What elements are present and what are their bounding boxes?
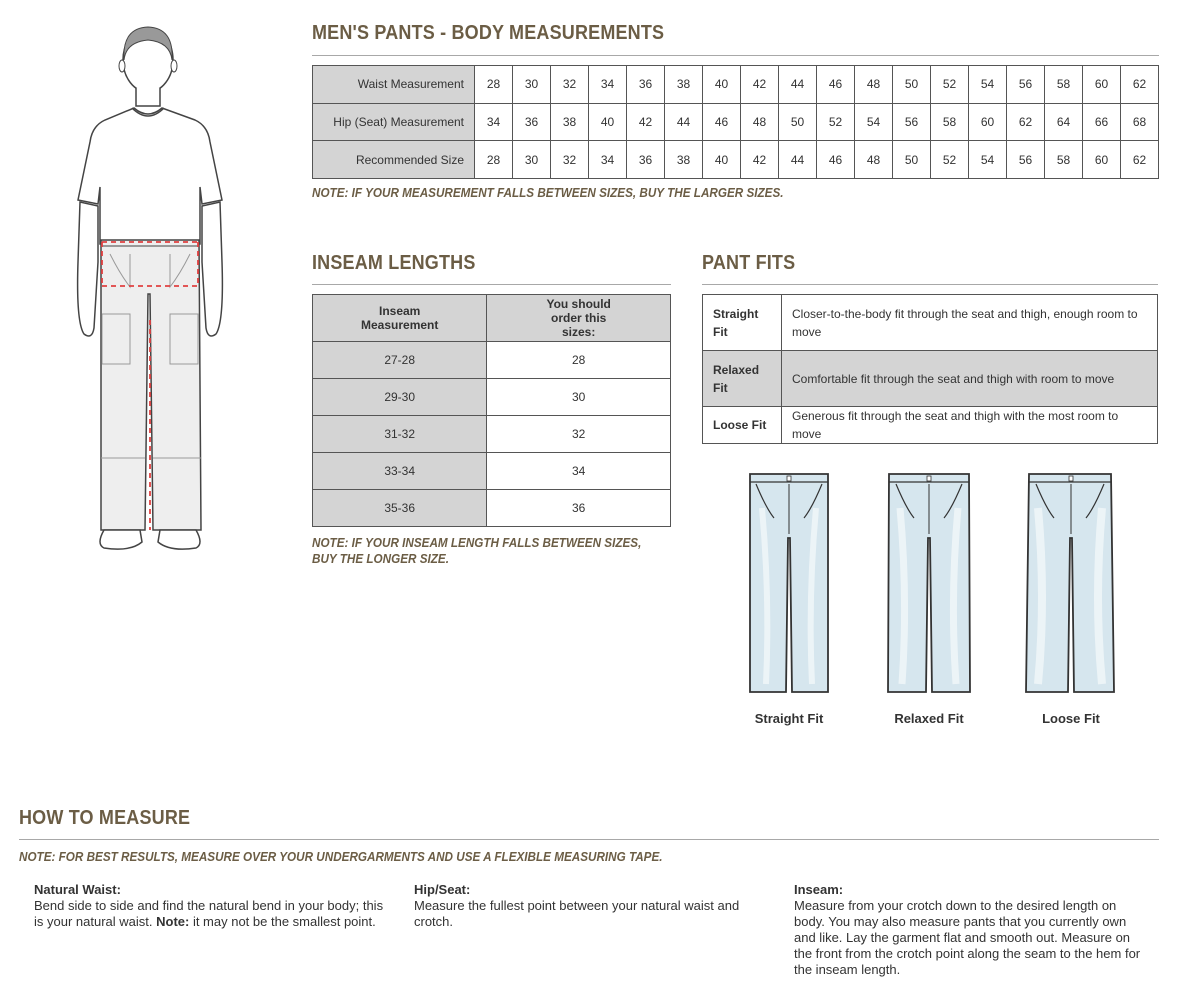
pant-fit-description: Generous fit through the seat and thigh with the most room to move [782, 407, 1158, 444]
body-table-cell: 48 [855, 141, 893, 179]
relaxed-fit-pants-icon [884, 468, 974, 698]
body-table-cell: 52 [931, 66, 969, 104]
body-table-row [313, 103, 1159, 141]
body-table-cell: 58 [931, 103, 969, 141]
body-measurements-note: NOTE: IF YOUR MEASUREMENT FALLS BETWEEN SIZES, BUY THE LARGER SIZES. [312, 185, 784, 200]
inseam-range-cell: 31-32 [313, 416, 487, 453]
natural-waist-instructions [34, 882, 384, 930]
body-table-cell: 52 [931, 141, 969, 179]
body-table-cell: 46 [817, 66, 855, 104]
inseam-text: Measure from your crotch down to the desired length on body. You may also measure pants that you currently own and like. Lay the garment flat and smooth out. Measure on the front from the crotch point along the seam to the hem for the inseam length. [794, 898, 1141, 977]
loose-fit-label: Loose Fit [1042, 711, 1100, 726]
pant-fit-description: Comfortable fit through the seat and thigh with room to move [782, 351, 1158, 407]
pant-fit-name: Relaxed Fit [703, 351, 782, 407]
hip-seat-title: Hip/Seat: [414, 882, 471, 897]
body-table-cell: 60 [1083, 66, 1121, 104]
body-table-cell: 40 [703, 141, 741, 179]
body-table-cell: 42 [627, 103, 665, 141]
how-to-measure-note: NOTE: FOR BEST RESULTS, MEASURE OVER YOUR UNDERGARMENTS AND USE A FLEXIBLE MEASURING TAPE. [19, 849, 663, 864]
body-table-cell: 32 [551, 66, 589, 104]
inseam-lengths-rule [312, 284, 671, 285]
body-table-cell: 50 [893, 66, 931, 104]
inseam-size-cell: 36 [487, 490, 671, 527]
body-table-cell: 60 [969, 103, 1007, 141]
inseam-instructions [794, 882, 1142, 978]
body-table-cell: 44 [779, 66, 817, 104]
body-table-cell: 38 [665, 141, 703, 179]
body-table-cell: 48 [855, 66, 893, 104]
body-table-cell: 46 [817, 141, 855, 179]
inseam-lengths-note: NOTE: IF YOUR INSEAM LENGTH FALLS BETWEEN SIZES, BUY THE LONGER SIZE. [312, 535, 642, 566]
body-table-cell: 46 [703, 103, 741, 141]
body-table-cell: 52 [817, 103, 855, 141]
natural-waist-text-after: it may not be the smallest point. [189, 914, 376, 929]
natural-waist-title: Natural Waist: [34, 882, 121, 897]
loose-fit-pants-icon [1024, 468, 1118, 698]
figure-pants [101, 240, 201, 530]
body-table-row-label: Hip (Seat) Measurement [313, 103, 475, 141]
body-table-cell: 56 [1007, 66, 1045, 104]
body-table-cell: 66 [1083, 103, 1121, 141]
body-table-cell: 36 [627, 66, 665, 104]
body-table-cell: 68 [1121, 103, 1159, 141]
inseam-range-cell: 35-36 [313, 490, 487, 527]
body-table-row-label: Recommended Size [313, 141, 475, 179]
body-table-cell: 42 [741, 66, 779, 104]
body-table-cell: 44 [779, 141, 817, 179]
body-table-cell: 42 [741, 141, 779, 179]
figure-shirt [78, 108, 222, 244]
how-to-measure-title: HOW TO MEASURE [19, 807, 191, 829]
body-table-cell: 56 [1007, 141, 1045, 179]
body-measurements-title: MEN'S PANTS - BODY MEASUREMENTS [312, 22, 665, 44]
inseam-header-measurement: Inseam Measurement [313, 295, 487, 342]
inseam-size-cell: 34 [487, 453, 671, 490]
inseam-range-cell: 29-30 [313, 379, 487, 416]
body-table-cell: 56 [893, 103, 931, 141]
hip-seat-instructions [414, 882, 759, 930]
body-table-cell: 38 [551, 103, 589, 141]
body-measurements-rule [312, 55, 1159, 56]
body-table-cell: 34 [589, 66, 627, 104]
pant-fit-description: Closer-to-the-body fit through the seat and thigh, enough room to move [782, 295, 1158, 351]
body-table-cell: 48 [741, 103, 779, 141]
inseam-range-cell: 33-34 [313, 453, 487, 490]
body-table-cell: 32 [551, 141, 589, 179]
pant-fit-row [703, 351, 1158, 407]
body-measurement-figure [70, 22, 235, 554]
straight-fit-label: Straight Fit [754, 711, 824, 726]
pant-fits-table [702, 294, 1158, 444]
body-table-cell: 30 [513, 141, 551, 179]
natural-waist-text: Bend side to side and find the natural bend in your body; this is your natural waist. [34, 898, 384, 929]
inseam-range-cell: 27-28 [313, 342, 487, 379]
body-table-cell: 64 [1045, 103, 1083, 141]
body-table-cell: 50 [893, 141, 931, 179]
body-table-cell: 30 [513, 66, 551, 104]
hip-seat-text: Measure the fullest point between your natural waist and crotch. [414, 898, 740, 929]
straight-fit-pants-icon [744, 468, 834, 698]
body-table-cell: 40 [703, 66, 741, 104]
inseam-lengths-table [312, 294, 671, 527]
pant-fit-name: Loose Fit [703, 407, 782, 444]
inseam-table-row [313, 416, 671, 453]
body-table-cell: 34 [589, 141, 627, 179]
body-table-row [313, 66, 1159, 104]
inseam-table-row [313, 342, 671, 379]
inseam-title: Inseam: [794, 882, 844, 897]
body-table-cell: 58 [1045, 141, 1083, 179]
body-table-cell: 38 [665, 66, 703, 104]
body-table-row [313, 141, 1159, 179]
body-table-cell: 54 [969, 66, 1007, 104]
body-table-cell: 60 [1083, 141, 1121, 179]
body-table-cell: 44 [665, 103, 703, 141]
body-table-cell: 40 [589, 103, 627, 141]
inseam-size-cell: 32 [487, 416, 671, 453]
inseam-header-size: You should order this sizes: [487, 295, 671, 342]
inseam-size-cell: 30 [487, 379, 671, 416]
body-table-cell: 28 [475, 66, 513, 104]
body-table-cell: 62 [1121, 141, 1159, 179]
body-table-cell: 36 [513, 103, 551, 141]
pant-fit-row [703, 407, 1158, 444]
inseam-table-row [313, 379, 671, 416]
inseam-size-cell: 28 [487, 342, 671, 379]
body-table-cell: 36 [627, 141, 665, 179]
relaxed-fit-label: Relaxed Fit [894, 711, 964, 726]
pant-fits-rule [702, 284, 1158, 285]
pant-fits-title: PANT FITS [702, 252, 796, 274]
body-table-cell: 28 [475, 141, 513, 179]
inseam-table-row [313, 453, 671, 490]
body-measurements-table [312, 65, 1159, 179]
body-table-cell: 58 [1045, 66, 1083, 104]
body-table-cell: 62 [1007, 103, 1045, 141]
pant-fit-row [703, 295, 1158, 351]
body-table-cell: 62 [1121, 66, 1159, 104]
inseam-table-row [313, 490, 671, 527]
natural-waist-note-label: Note: [156, 914, 190, 929]
body-table-cell: 34 [475, 103, 513, 141]
pant-fit-name: Straight Fit [703, 295, 782, 351]
how-to-measure-rule [19, 839, 1159, 840]
inseam-lengths-title: INSEAM LENGTHS [312, 252, 476, 274]
body-table-row-label: Waist Measurement [313, 66, 475, 104]
body-table-cell: 50 [779, 103, 817, 141]
body-table-cell: 54 [969, 141, 1007, 179]
body-table-cell: 54 [855, 103, 893, 141]
